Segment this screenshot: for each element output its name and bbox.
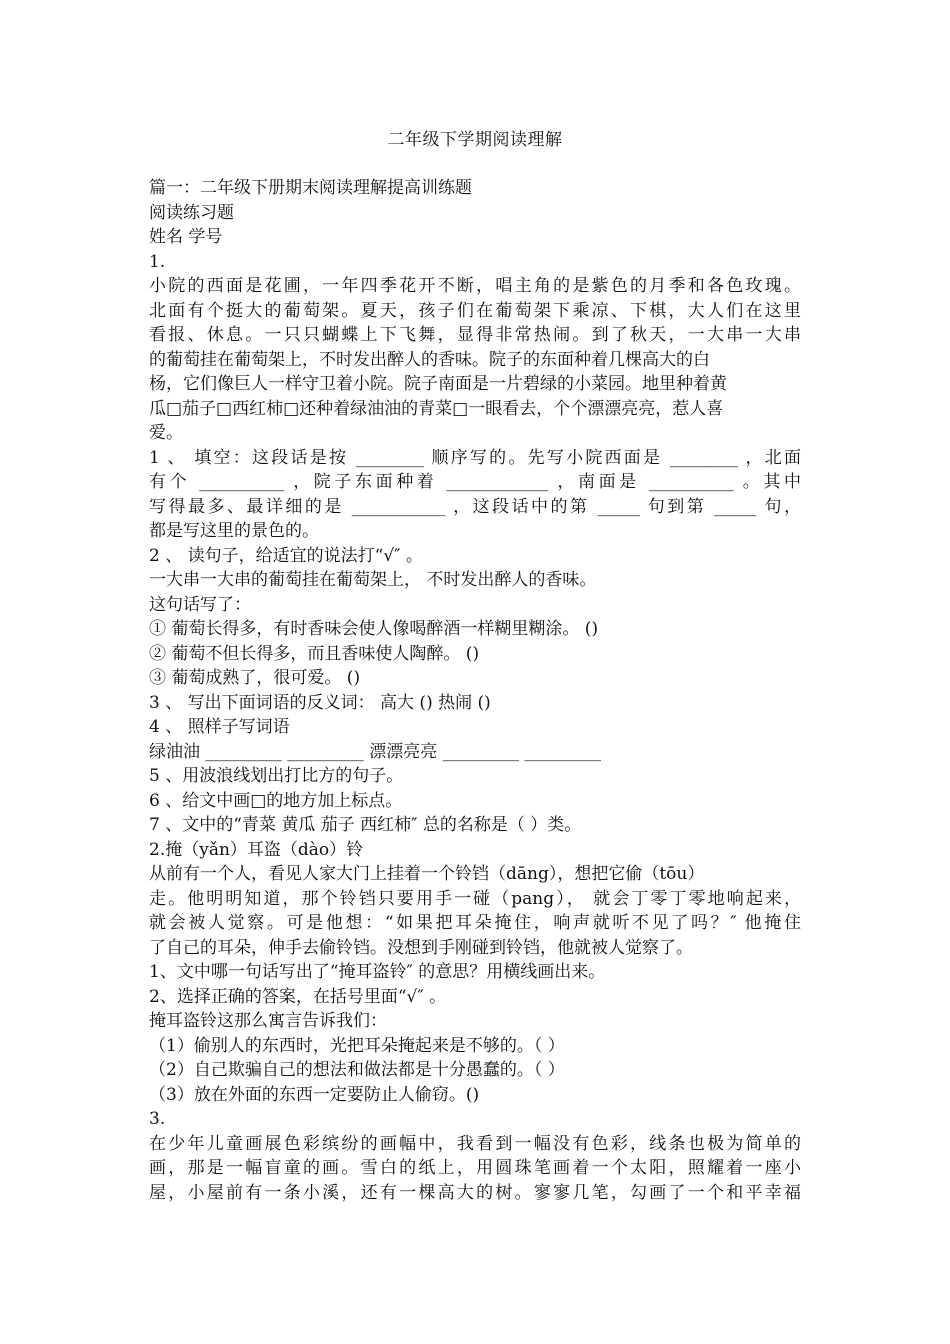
text-line: 2 、 读句子，给适宜的说法打“√″ 。 (149, 545, 423, 566)
text-line: 屋，小屋前有一条小溪，还有一棵高大的树。寥寥几笔，勾画了一个和平幸福 (149, 1182, 801, 1203)
text-line: 4 、 照样子写词语 (149, 717, 290, 737)
text-line: 掩耳盗铃这那么寓言告诉我们： (149, 1011, 387, 1031)
text-line: 在少年儿童画展色彩缤纷的画幅中，我看到一幅没有色彩，线条也极为简单的 (149, 1133, 801, 1154)
text-line: ① 葡萄长得多，有时香味会使人像喝醉酒一样糊里糊涂。 () (149, 619, 599, 639)
text-line: 走。他明明知道，那个铃铛只要用手一碰（pang）， 就会丁零丁零地响起来， (149, 888, 801, 909)
text-line: 爱。 (149, 423, 183, 443)
text-line: 写得最多、最详细的是 ___________ ，这段话中的第 _____ 句到第 _____ 句， (149, 496, 801, 517)
text-line: 2、选择正确的答案，在括号里面“√″ 。 (149, 986, 447, 1007)
text-line: 7 、文中的“青菜 黄瓜 茄子 西红柿″ 总的名称是（ ）类。 (149, 815, 582, 835)
text-line: 都是写这里的景色的。 (149, 521, 319, 541)
text-line: 杨，它们像巨人一样守卫着小院。院子南面是一片碧绿的小菜园。地里种着黄 (149, 374, 727, 394)
text-line: ③ 葡萄成熟了，很可爱。 () (149, 668, 361, 688)
text-line: ② 葡萄不但长得多，而且香味使人陶醉。 () (149, 643, 480, 664)
text-line: （3）放在外面的东西一定要防止人偷窃。() (149, 1084, 480, 1105)
document-body (149, 176, 801, 1205)
text-line: 3 、 写出下面词语的反义词： 高大 () 热闹 () (149, 692, 491, 713)
text-line: 了自己的耳朵，伸手去偷铃铛。没想到手刚碰到铃铛，他就被人觉察了。 (149, 937, 693, 958)
text-line: 2.掩（yǎn）耳盗（dào）铃 (149, 839, 364, 860)
text-line: 一大串一大串的葡萄挂在葡萄架上， 不时发出醉人的香味。 (149, 570, 597, 590)
text-line: 5 、用波浪线划出打比方的句子。 (149, 766, 404, 786)
text-line: 1. (149, 251, 166, 272)
text-line: 看报、休息。一只只蝴蝶上下飞舞，显得非常热闹。到了秋天，一大串一大串 (149, 325, 801, 345)
text-line: 画，那是一幅盲童的画。雪白的纸上，用圆珠笔画着一个太阳，照耀着一座小 (149, 1158, 801, 1178)
text-line: 北面有个挺大的葡萄架。夏天，孩子们在葡萄架下乘凉、下棋，大人们在这里 (149, 300, 801, 321)
text-line: 1、文中哪一句话写出了“掩耳盗铃″ 的意思？用横线画出来。 (149, 962, 606, 982)
text-line: 瓜□茄子□西红柿□还种着绿油油的青菜□一眼看去，个个漂漂亮亮，惹人喜 (149, 398, 724, 419)
text-line: 1 、 填空：这段话是按 ________ 顺序写的。先写小院西面是 ________ ，北面 (149, 447, 801, 468)
text-line: 绿油油 _________ _________ 漂漂亮亮 _________ _________ (149, 741, 602, 762)
text-line: 篇一：二年级下册期末阅读理解提高训练题 (149, 178, 472, 198)
text-line: 的葡萄挂在葡萄架上，不时发出醉人的香味。院子的东面种着几棵高大的白 (149, 349, 710, 370)
text-line: （1）偷别人的东西时，光把耳朵掩起来是不够的。（ ） (149, 1035, 565, 1056)
text-line: 就会被人觉察。可是他想：“如果把耳朵掩住，响声就听不见了吗？″ 他掩住 (149, 913, 801, 933)
text-line: 小院的西面是花圃，一年四季花开不断，唱主角的是紫色的月季和各色玫瑰。 (149, 276, 801, 296)
text-line: （2）自己欺骗自己的想法和做法都是十分愚蠢的。（ ） (149, 1060, 565, 1080)
text-line: 3. (149, 1109, 166, 1129)
text-line: 姓名 学号 (149, 227, 223, 247)
text-line: 这句话写了： (149, 594, 251, 615)
text-line: 6 、给文中画□的地方加上标点。 (149, 790, 403, 811)
document-title: 二年级下学期阅读理解 (387, 130, 563, 150)
text-line: 阅读练习题 (149, 202, 234, 223)
text-line: 从前有一个人，看见人家大门上挂着一个铃铛（dāng），想把它偷（tōu） (149, 864, 705, 884)
text-line: 有个 __________ ，院子东面种着 ____________ ，南面是 __________ 。其中 (149, 472, 801, 492)
